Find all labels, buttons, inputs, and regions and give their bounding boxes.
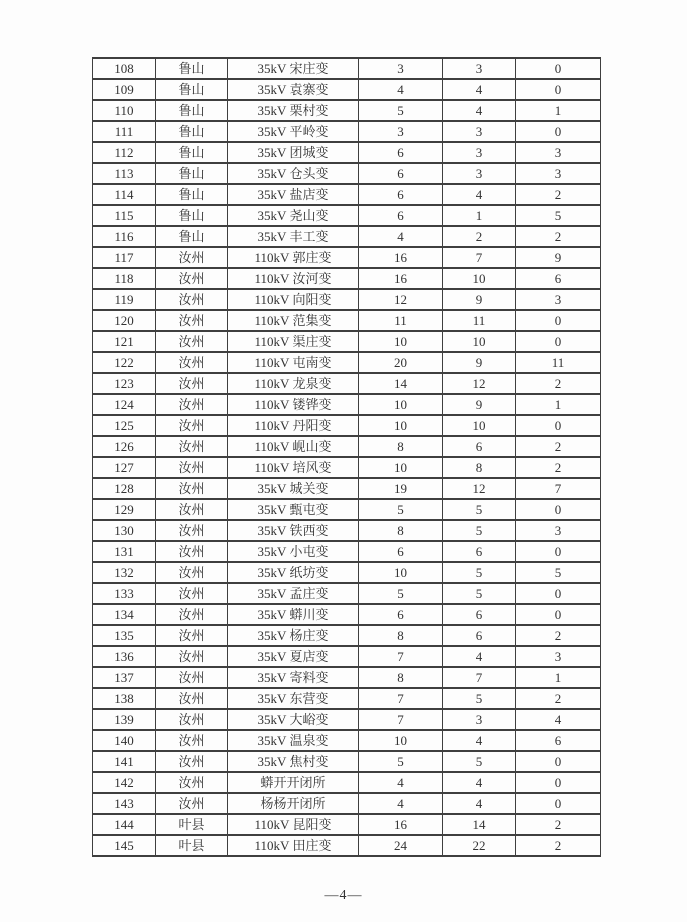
cell-county: 汝州 (156, 730, 228, 751)
cell-row-number: 129 (93, 499, 156, 520)
cell-row-number: 115 (93, 205, 156, 226)
cell-county: 汝州 (156, 688, 228, 709)
cell-value-2: 4 (443, 772, 516, 793)
table-row (93, 394, 601, 415)
cell-county: 汝州 (156, 604, 228, 625)
cell-value-1: 16 (359, 268, 443, 289)
cell-county: 鲁山 (156, 79, 228, 100)
cell-value-3: 3 (516, 646, 601, 667)
cell-value-1: 7 (359, 646, 443, 667)
cell-row-number: 108 (93, 58, 156, 79)
cell-value-1: 6 (359, 163, 443, 184)
cell-substation-name: 35kV 栗村变 (228, 100, 359, 121)
cell-substation-name: 110kV 岘山变 (228, 436, 359, 457)
substation-table (92, 57, 601, 857)
cell-value-2: 9 (443, 394, 516, 415)
cell-value-3: 3 (516, 520, 601, 541)
cell-value-2: 5 (443, 688, 516, 709)
cell-row-number: 123 (93, 373, 156, 394)
cell-value-3: 2 (516, 625, 601, 646)
table-row (93, 793, 601, 814)
cell-county: 鲁山 (156, 184, 228, 205)
cell-value-2: 6 (443, 541, 516, 562)
cell-substation-name: 110kV 昆阳变 (228, 814, 359, 835)
cell-row-number: 140 (93, 730, 156, 751)
cell-value-1: 10 (359, 730, 443, 751)
cell-substation-name: 110kV 向阳变 (228, 289, 359, 310)
cell-substation-name: 35kV 东营变 (228, 688, 359, 709)
cell-value-3: 0 (516, 58, 601, 79)
cell-substation-name: 35kV 大峪变 (228, 709, 359, 730)
cell-value-2: 5 (443, 583, 516, 604)
cell-value-1: 3 (359, 121, 443, 142)
cell-value-1: 14 (359, 373, 443, 394)
cell-county: 汝州 (156, 415, 228, 436)
cell-county: 汝州 (156, 667, 228, 688)
cell-row-number: 130 (93, 520, 156, 541)
cell-substation-name: 110kV 培风变 (228, 457, 359, 478)
cell-substation-name: 35kV 铁西变 (228, 520, 359, 541)
cell-value-1: 4 (359, 226, 443, 247)
cell-value-2: 7 (443, 667, 516, 688)
cell-row-number: 119 (93, 289, 156, 310)
cell-value-3: 3 (516, 142, 601, 163)
cell-substation-name: 35kV 夏店变 (228, 646, 359, 667)
cell-value-3: 2 (516, 835, 601, 856)
cell-county: 鲁山 (156, 58, 228, 79)
cell-county: 汝州 (156, 562, 228, 583)
cell-row-number: 137 (93, 667, 156, 688)
cell-county: 鲁山 (156, 205, 228, 226)
cell-county: 汝州 (156, 793, 228, 814)
cell-value-3: 3 (516, 289, 601, 310)
cell-substation-name: 110kV 范集变 (228, 310, 359, 331)
cell-county: 鲁山 (156, 100, 228, 121)
cell-substation-name: 35kV 丰工变 (228, 226, 359, 247)
cell-row-number: 145 (93, 835, 156, 856)
cell-value-1: 8 (359, 667, 443, 688)
cell-county: 汝州 (156, 247, 228, 268)
table-row (93, 709, 601, 730)
cell-county: 汝州 (156, 646, 228, 667)
table-row (93, 772, 601, 793)
cell-value-3: 0 (516, 415, 601, 436)
cell-county: 汝州 (156, 268, 228, 289)
cell-value-2: 5 (443, 520, 516, 541)
cell-row-number: 122 (93, 352, 156, 373)
cell-row-number: 111 (93, 121, 156, 142)
cell-substation-name: 35kV 寄料变 (228, 667, 359, 688)
table-row (93, 499, 601, 520)
cell-county: 汝州 (156, 583, 228, 604)
cell-row-number: 127 (93, 457, 156, 478)
cell-value-2: 5 (443, 562, 516, 583)
cell-row-number: 133 (93, 583, 156, 604)
table-row (93, 268, 601, 289)
cell-value-2: 11 (443, 310, 516, 331)
cell-substation-name: 110kV 屯南变 (228, 352, 359, 373)
cell-county: 汝州 (156, 394, 228, 415)
cell-value-2: 10 (443, 268, 516, 289)
cell-county: 汝州 (156, 331, 228, 352)
cell-value-1: 7 (359, 709, 443, 730)
cell-value-1: 8 (359, 520, 443, 541)
cell-value-2: 7 (443, 247, 516, 268)
cell-value-2: 12 (443, 373, 516, 394)
cell-substation-name: 蟒开开闭所 (228, 772, 359, 793)
cell-row-number: 136 (93, 646, 156, 667)
cell-row-number: 138 (93, 688, 156, 709)
cell-county: 汝州 (156, 541, 228, 562)
cell-value-1: 24 (359, 835, 443, 856)
cell-row-number: 144 (93, 814, 156, 835)
cell-value-2: 12 (443, 478, 516, 499)
table-row (93, 310, 601, 331)
cell-county: 鲁山 (156, 226, 228, 247)
table-row (93, 730, 601, 751)
cell-substation-name: 35kV 甄屯变 (228, 499, 359, 520)
cell-value-1: 16 (359, 247, 443, 268)
table-row (93, 562, 601, 583)
substation-table-body (93, 58, 601, 856)
table-row (93, 646, 601, 667)
cell-county: 汝州 (156, 709, 228, 730)
cell-value-3: 0 (516, 79, 601, 100)
cell-value-3: 0 (516, 751, 601, 772)
cell-value-1: 6 (359, 184, 443, 205)
cell-row-number: 143 (93, 793, 156, 814)
table-row (93, 835, 601, 856)
cell-value-2: 3 (443, 58, 516, 79)
table-row (93, 205, 601, 226)
cell-value-1: 10 (359, 415, 443, 436)
cell-value-1: 5 (359, 100, 443, 121)
cell-value-2: 1 (443, 205, 516, 226)
cell-value-1: 8 (359, 625, 443, 646)
cell-value-3: 4 (516, 709, 601, 730)
cell-value-2: 9 (443, 352, 516, 373)
cell-value-2: 5 (443, 499, 516, 520)
cell-value-2: 3 (443, 709, 516, 730)
cell-value-1: 3 (359, 58, 443, 79)
cell-value-2: 3 (443, 163, 516, 184)
table-row (93, 688, 601, 709)
cell-substation-name: 35kV 城关变 (228, 478, 359, 499)
cell-value-2: 3 (443, 142, 516, 163)
cell-value-1: 7 (359, 688, 443, 709)
cell-row-number: 117 (93, 247, 156, 268)
cell-substation-name: 35kV 杨庄变 (228, 625, 359, 646)
cell-county: 鲁山 (156, 121, 228, 142)
cell-value-1: 6 (359, 142, 443, 163)
cell-value-1: 5 (359, 751, 443, 772)
table-row (93, 625, 601, 646)
cell-substation-name: 110kV 郭庄变 (228, 247, 359, 268)
cell-county: 汝州 (156, 499, 228, 520)
cell-county: 汝州 (156, 751, 228, 772)
cell-row-number: 121 (93, 331, 156, 352)
cell-value-1: 11 (359, 310, 443, 331)
cell-value-3: 7 (516, 478, 601, 499)
cell-value-3: 0 (516, 499, 601, 520)
cell-value-2: 9 (443, 289, 516, 310)
cell-value-2: 10 (443, 415, 516, 436)
cell-value-1: 6 (359, 205, 443, 226)
cell-value-2: 3 (443, 121, 516, 142)
cell-county: 汝州 (156, 436, 228, 457)
cell-substation-name: 35kV 尧山变 (228, 205, 359, 226)
cell-value-3: 0 (516, 583, 601, 604)
cell-row-number: 126 (93, 436, 156, 457)
cell-value-2: 14 (443, 814, 516, 835)
cell-value-2: 8 (443, 457, 516, 478)
cell-substation-name: 35kV 焦村变 (228, 751, 359, 772)
table-row (93, 184, 601, 205)
cell-county: 叶县 (156, 835, 228, 856)
cell-value-1: 16 (359, 814, 443, 835)
cell-value-2: 4 (443, 646, 516, 667)
cell-substation-name: 35kV 仓头变 (228, 163, 359, 184)
cell-value-1: 4 (359, 79, 443, 100)
cell-value-3: 5 (516, 562, 601, 583)
cell-value-1: 4 (359, 772, 443, 793)
cell-value-3: 1 (516, 667, 601, 688)
cell-county: 汝州 (156, 772, 228, 793)
table-row (93, 583, 601, 604)
cell-row-number: 141 (93, 751, 156, 772)
cell-substation-name: 35kV 袁寨变 (228, 79, 359, 100)
table-row (93, 604, 601, 625)
cell-value-1: 4 (359, 793, 443, 814)
table-row (93, 163, 601, 184)
cell-row-number: 139 (93, 709, 156, 730)
page-number: —4— (324, 888, 363, 903)
cell-substation-name: 110kV 龙泉变 (228, 373, 359, 394)
cell-value-1: 5 (359, 499, 443, 520)
cell-row-number: 124 (93, 394, 156, 415)
table-row (93, 100, 601, 121)
cell-county: 鲁山 (156, 142, 228, 163)
cell-value-3: 2 (516, 436, 601, 457)
cell-row-number: 128 (93, 478, 156, 499)
cell-county: 汝州 (156, 373, 228, 394)
cell-value-3: 2 (516, 226, 601, 247)
cell-row-number: 110 (93, 100, 156, 121)
cell-substation-name: 35kV 宋庄变 (228, 58, 359, 79)
cell-value-3: 1 (516, 394, 601, 415)
cell-value-2: 22 (443, 835, 516, 856)
cell-value-1: 10 (359, 394, 443, 415)
table-row (93, 415, 601, 436)
table-row (93, 541, 601, 562)
cell-county: 叶县 (156, 814, 228, 835)
table-row (93, 814, 601, 835)
cell-substation-name: 35kV 温泉变 (228, 730, 359, 751)
cell-county: 汝州 (156, 310, 228, 331)
cell-value-3: 9 (516, 247, 601, 268)
table-row (93, 331, 601, 352)
table-row (93, 226, 601, 247)
cell-value-3: 0 (516, 604, 601, 625)
cell-value-1: 10 (359, 457, 443, 478)
cell-value-3: 2 (516, 688, 601, 709)
cell-value-3: 2 (516, 373, 601, 394)
cell-value-1: 8 (359, 436, 443, 457)
cell-value-1: 12 (359, 289, 443, 310)
table-row (93, 478, 601, 499)
cell-value-2: 6 (443, 604, 516, 625)
cell-row-number: 109 (93, 79, 156, 100)
cell-county: 汝州 (156, 625, 228, 646)
cell-row-number: 112 (93, 142, 156, 163)
cell-value-2: 4 (443, 730, 516, 751)
table-row (93, 373, 601, 394)
cell-value-2: 2 (443, 226, 516, 247)
cell-row-number: 120 (93, 310, 156, 331)
cell-row-number: 125 (93, 415, 156, 436)
cell-county: 汝州 (156, 520, 228, 541)
cell-substation-name: 110kV 田庄变 (228, 835, 359, 856)
cell-value-3: 6 (516, 268, 601, 289)
cell-value-2: 4 (443, 79, 516, 100)
cell-county: 鲁山 (156, 163, 228, 184)
cell-row-number: 118 (93, 268, 156, 289)
cell-value-3: 0 (516, 793, 601, 814)
cell-value-3: 2 (516, 814, 601, 835)
cell-county: 汝州 (156, 352, 228, 373)
table-row (93, 289, 601, 310)
cell-value-2: 4 (443, 793, 516, 814)
cell-row-number: 114 (93, 184, 156, 205)
cell-substation-name: 110kV 渠庄变 (228, 331, 359, 352)
table-row (93, 352, 601, 373)
cell-value-2: 4 (443, 100, 516, 121)
cell-substation-name: 35kV 纸坊变 (228, 562, 359, 583)
table-row (93, 520, 601, 541)
cell-row-number: 116 (93, 226, 156, 247)
cell-value-2: 4 (443, 184, 516, 205)
cell-value-3: 2 (516, 457, 601, 478)
cell-value-2: 10 (443, 331, 516, 352)
cell-value-3: 1 (516, 100, 601, 121)
cell-row-number: 134 (93, 604, 156, 625)
table-row (93, 142, 601, 163)
cell-value-1: 6 (359, 541, 443, 562)
cell-value-2: 6 (443, 436, 516, 457)
cell-value-3: 5 (516, 205, 601, 226)
cell-substation-name: 35kV 团城变 (228, 142, 359, 163)
table-row (93, 247, 601, 268)
cell-county: 汝州 (156, 478, 228, 499)
cell-substation-name: 110kV 镂铧变 (228, 394, 359, 415)
cell-value-3: 6 (516, 730, 601, 751)
cell-value-3: 0 (516, 310, 601, 331)
cell-county: 汝州 (156, 289, 228, 310)
cell-value-3: 11 (516, 352, 601, 373)
cell-value-1: 19 (359, 478, 443, 499)
table-row (93, 58, 601, 79)
cell-substation-name: 110kV 丹阳变 (228, 415, 359, 436)
cell-value-3: 0 (516, 541, 601, 562)
cell-value-1: 10 (359, 331, 443, 352)
cell-value-1: 10 (359, 562, 443, 583)
cell-substation-name: 35kV 小屯变 (228, 541, 359, 562)
cell-substation-name: 110kV 汝河变 (228, 268, 359, 289)
cell-value-3: 0 (516, 331, 601, 352)
cell-row-number: 132 (93, 562, 156, 583)
cell-row-number: 135 (93, 625, 156, 646)
cell-county: 汝州 (156, 457, 228, 478)
table-row (93, 79, 601, 100)
cell-substation-name: 35kV 蟒川变 (228, 604, 359, 625)
cell-substation-name: 35kV 孟庄变 (228, 583, 359, 604)
table-row (93, 751, 601, 772)
cell-row-number: 131 (93, 541, 156, 562)
cell-value-2: 5 (443, 751, 516, 772)
cell-substation-name: 杨杨开闭所 (228, 793, 359, 814)
cell-substation-name: 35kV 平岭变 (228, 121, 359, 142)
cell-substation-name: 35kV 盐店变 (228, 184, 359, 205)
cell-value-3: 2 (516, 184, 601, 205)
cell-value-3: 0 (516, 121, 601, 142)
table-row (93, 436, 601, 457)
cell-value-1: 6 (359, 604, 443, 625)
table-row (93, 121, 601, 142)
cell-value-2: 6 (443, 625, 516, 646)
cell-row-number: 142 (93, 772, 156, 793)
cell-value-3: 0 (516, 772, 601, 793)
cell-value-1: 20 (359, 352, 443, 373)
table-row (93, 457, 601, 478)
table-row (93, 667, 601, 688)
cell-value-3: 3 (516, 163, 601, 184)
cell-row-number: 113 (93, 163, 156, 184)
cell-value-1: 5 (359, 583, 443, 604)
